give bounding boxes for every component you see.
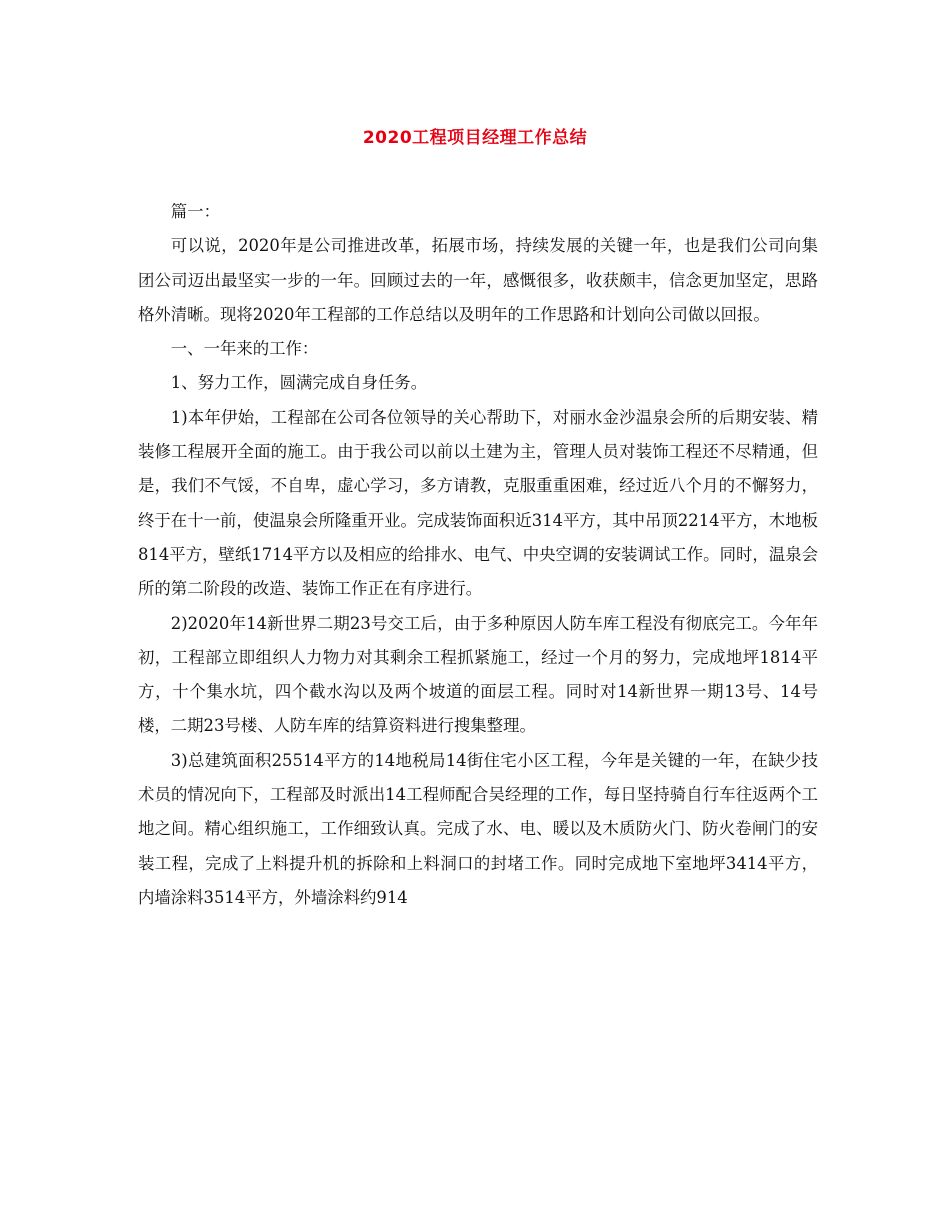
paragraph: 2)2020年14新世界二期23号交工后，由于多种原因人防车库工程没有彻底完工。今年年初，工程部立即组织人力物力对其剩余工程抓紧施工，经过一个月的努力，完成地坪1814平方，十个集水坑，四个截水沟以及两个坡道的面层工程。同时对14新世界一期13号、14号楼，二期23号楼、人防车库的结算资料进行搜集整理。 [138, 613, 818, 736]
paragraph: 可以说，2020年是公司推进改革，拓展市场，持续发展的关键一年，也是我们公司向集团公司迈出最坚实一步的一年。回顾过去的一年，感慨很多，收获颇丰，信念更加坚定，思路格外清晰。现将2020年工程部的工作总结以及明年的工作思路和计划向公司做以回报。 [138, 236, 818, 324]
document-body [138, 195, 818, 915]
subsection-heading: 1、努力工作，圆满完成自身任务。 [170, 373, 428, 393]
section-heading: 篇一： [170, 202, 220, 221]
section-heading: 一、一年来的工作： [170, 339, 319, 359]
document-title: 2020工程项目经理工作总结 [362, 128, 588, 148]
paragraph: 3)总建筑面积25514平方的14地税局14街住宅小区工程，今年是关键的一年，在缺少技术员的情况向下，工程部及时派出14工程师配合吴经理的工作，每日坚持骑自行车往返两个工地之间。精心组织施工，工作细致认真。完成了水、电、暖以及木质防火门、防火卷闸门的安装工程，完成了上料提升机的拆除和上料洞口的封堵工作。同时完成地下室地坪3414平方，内墙涂料3514平方，外墙涂料约914 [138, 750, 818, 907]
paragraph: 1)本年伊始，工程部在公司各位领导的关心帮助下，对丽水金沙温泉会所的后期安装、精装修工程展开全面的施工。由于我公司以前以土建为主，管理人员对装饰工程还不尽精通，但是，我们不气馁，不自卑，虚心学习，多方请教，克服重重困难，经过近八个月的不懈努力，终于在十一前，使温泉会所隆重开业。完成装饰面积近314平方，其中吊顶2214平方，木地板814平方，壁纸1714平方以及相应的给排水、电气、中央空调的安装调试工作。同时，温泉会所的第二阶段的改造、装饰工作正在有序进行。 [138, 407, 818, 599]
